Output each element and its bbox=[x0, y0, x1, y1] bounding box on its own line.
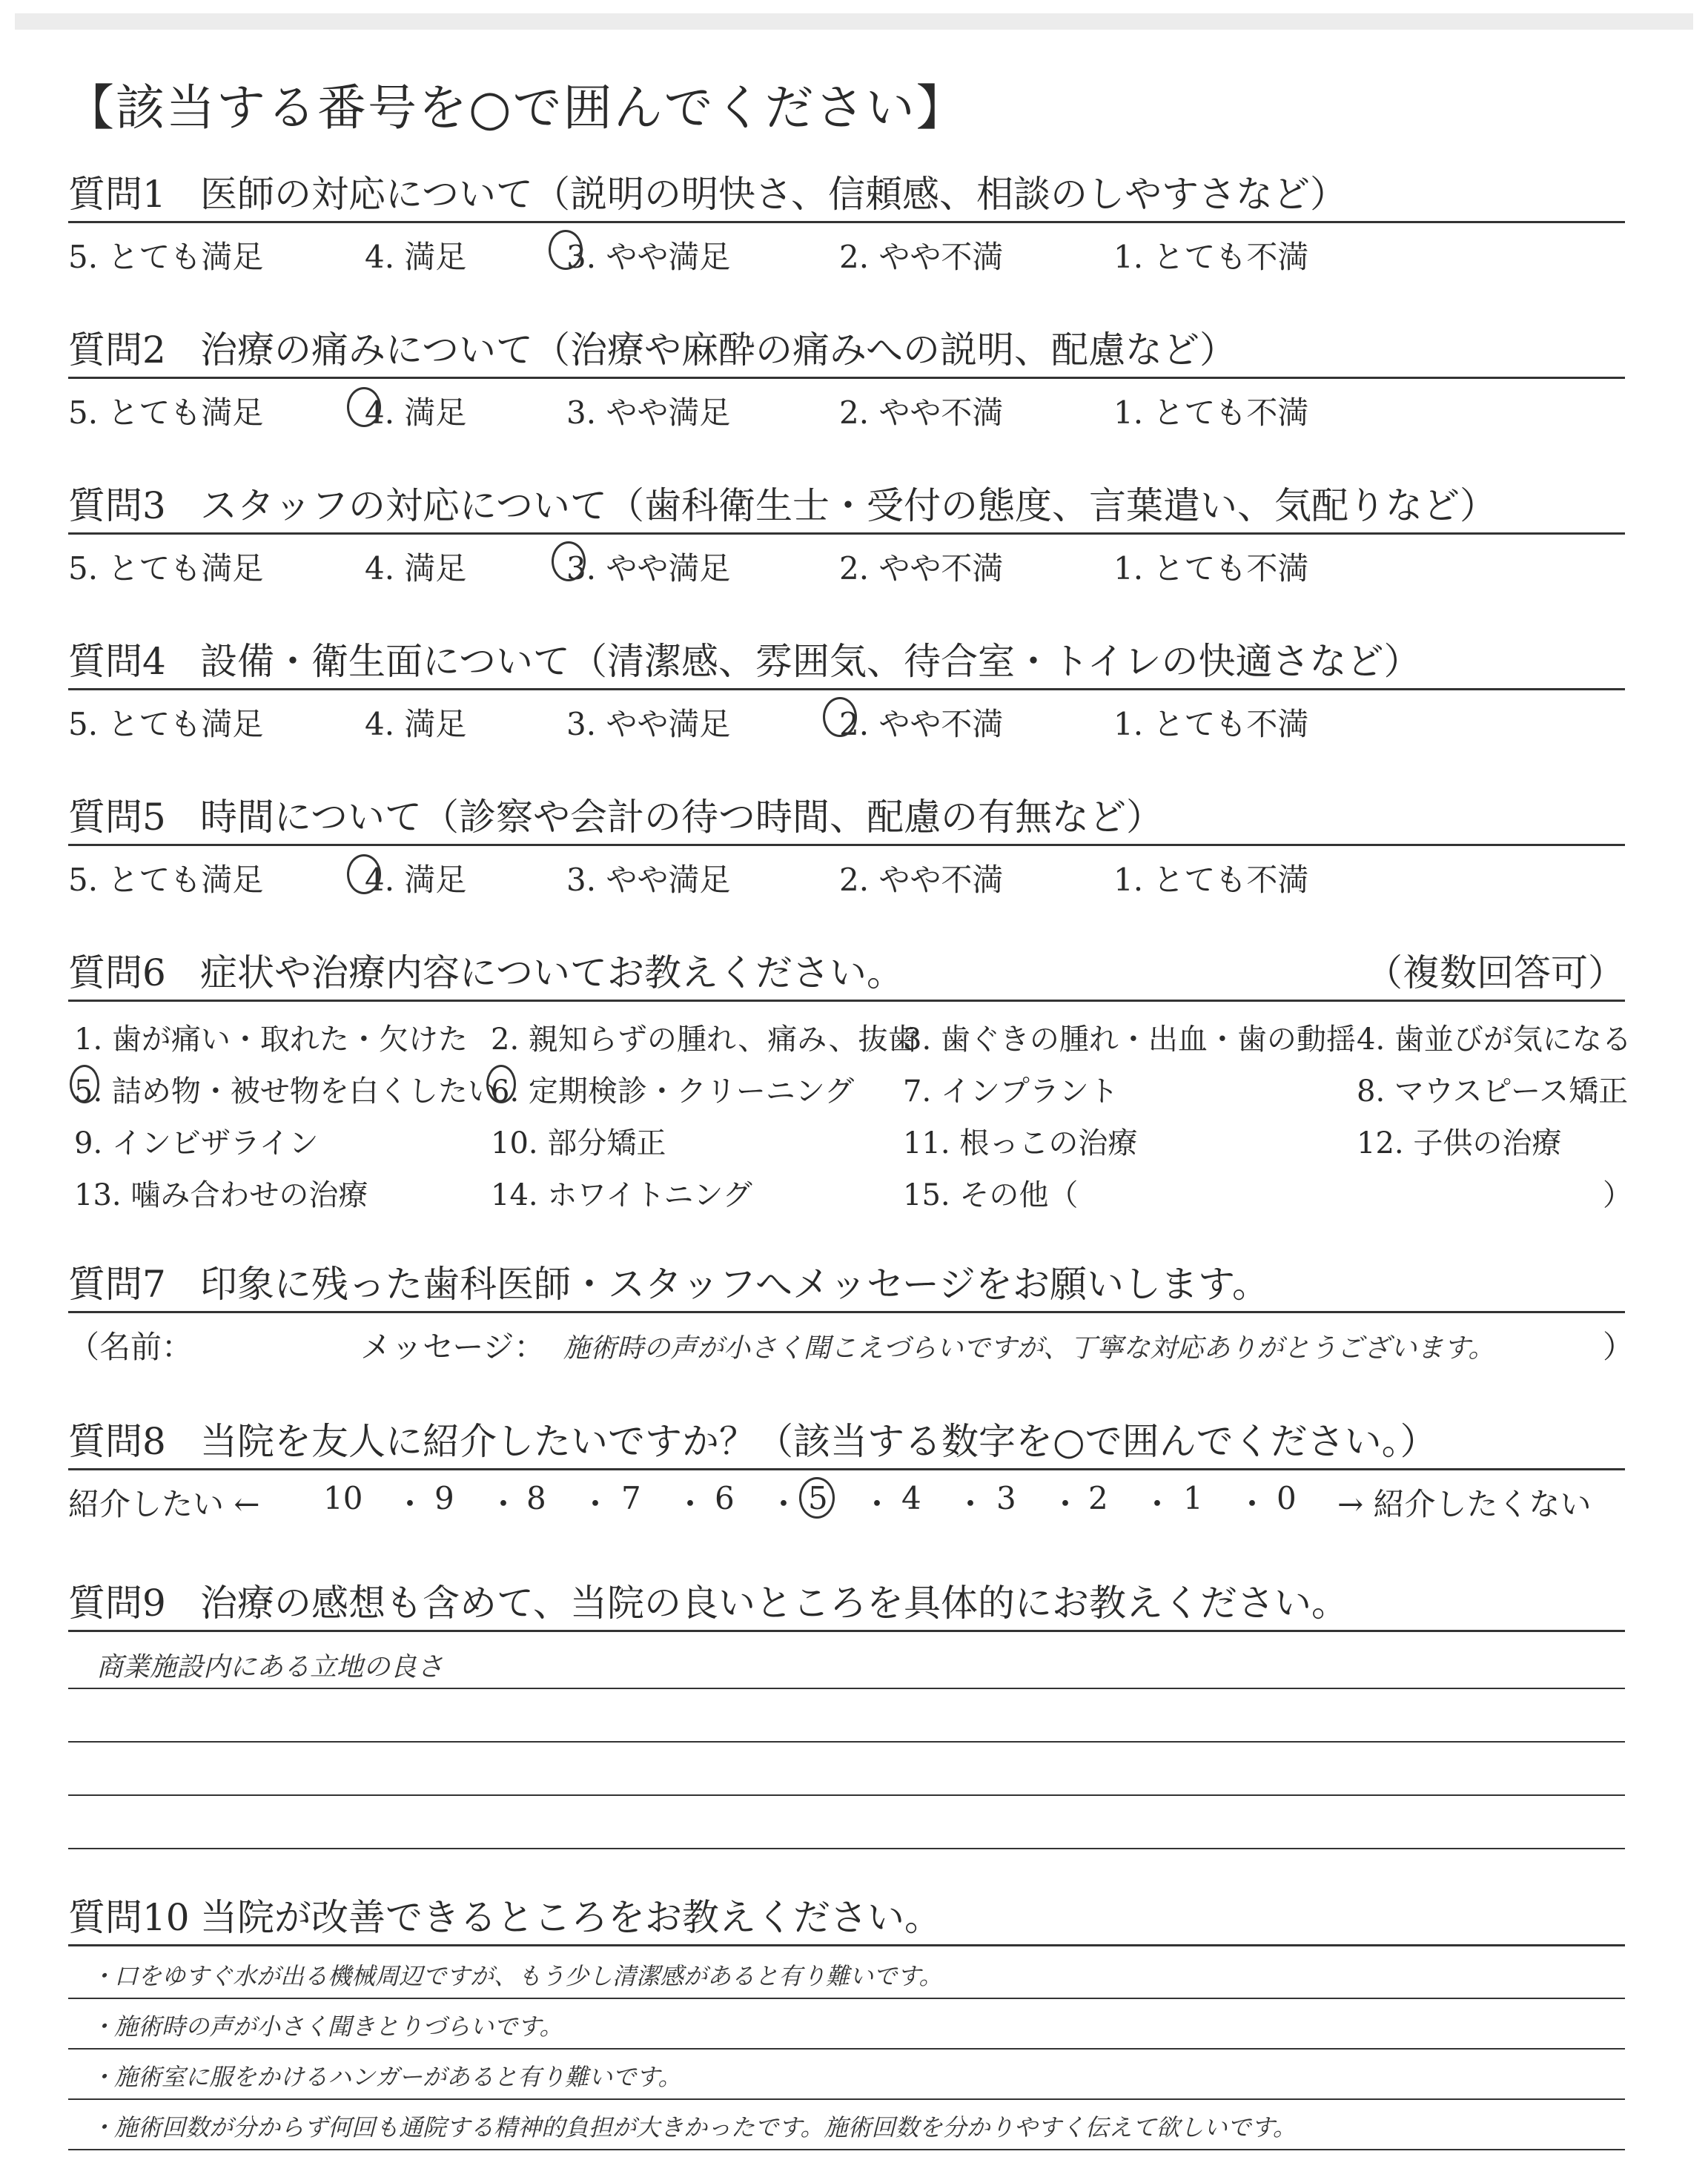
question-number: 質問1 bbox=[68, 173, 166, 216]
rating-option-3[interactable]: 3. やや満足 bbox=[566, 550, 731, 587]
selection-circle bbox=[823, 697, 857, 737]
rating-option-1[interactable]: 1. とても不満 bbox=[1113, 550, 1309, 587]
question-number: 質問10 bbox=[68, 1896, 190, 1939]
selection-circle bbox=[347, 854, 381, 894]
selection-circle bbox=[486, 1065, 516, 1103]
question-6 bbox=[68, 943, 1632, 1234]
selection-circle bbox=[70, 1065, 99, 1103]
answer-handwritten[interactable]: ・施術室に服をかけるハンガーがあると有り難いです。 bbox=[90, 2063, 682, 2091]
symptom-options bbox=[68, 1016, 1632, 1238]
question-text: 印象に残った歯科医師・スタッフへメッセージをお願いします。 bbox=[200, 1263, 1269, 1306]
answer-handwritten[interactable]: ・施術時の声が小さく聞きとりづらいです。 bbox=[90, 2012, 563, 2041]
rating-option-1[interactable]: 1. とても不満 bbox=[1113, 394, 1309, 431]
answer-handwritten[interactable]: 商業施設内にある立地の良さ bbox=[96, 1652, 444, 1682]
other-close-paren: ） bbox=[1603, 1178, 1632, 1212]
question-rule bbox=[68, 1630, 1625, 1632]
question-5 bbox=[68, 787, 1625, 922]
symptom-option-11[interactable]: 11. 根っこの治療 bbox=[903, 1126, 1138, 1160]
rating-options bbox=[68, 389, 1625, 455]
symptom-option-12[interactable]: 12. 子供の治療 bbox=[1357, 1126, 1562, 1160]
rating-option-4[interactable]: 4. 満足 bbox=[365, 862, 467, 898]
scale-value-4[interactable]: 4 bbox=[901, 1480, 921, 1516]
scale-value-5[interactable]: 5 bbox=[808, 1480, 828, 1516]
rating-option-3[interactable]: 3. やや満足 bbox=[566, 862, 731, 898]
message-handwritten[interactable]: 施術時の声が小さく聞こえづらいですが、丁寧な対応ありがとうございます。 bbox=[563, 1333, 1495, 1364]
symptom-option-15[interactable]: 15. その他（ bbox=[903, 1178, 1079, 1212]
rating-option-5[interactable]: 5. とても満足 bbox=[68, 394, 264, 431]
symptom-option-14[interactable]: 14. ホワイトニング bbox=[491, 1178, 752, 1212]
question-rule bbox=[68, 1468, 1625, 1470]
question-rule bbox=[68, 377, 1625, 379]
question-text: 治療の感想も含めて、当院の良いところを具体的にお教えください。 bbox=[200, 1582, 1348, 1625]
answer-handwritten[interactable]: ・施術回数が分からず何回も通院する精神的負担が大きかったです。施術回数を分かりやすく伝えて欲しいです。 bbox=[90, 2113, 1297, 2141]
selection-circle bbox=[799, 1477, 835, 1519]
rating-option-2[interactable]: 2. やや不満 bbox=[839, 394, 1004, 431]
symptom-option-13[interactable]: 13. 噛み合わせの治療 bbox=[74, 1178, 368, 1212]
symptom-option-8[interactable]: 8. マウスピース矯正 bbox=[1357, 1074, 1629, 1109]
answer-line bbox=[68, 2048, 1625, 2050]
scale-value-2[interactable]: 2 bbox=[1088, 1480, 1108, 1516]
symptom-option-2[interactable]: 2. 親知らずの腫れ、痛み、抜歯 bbox=[491, 1023, 918, 1057]
scale-value-8[interactable]: 8 bbox=[526, 1480, 546, 1516]
question-number: 質問8 bbox=[68, 1420, 166, 1463]
selection-circle bbox=[347, 387, 381, 427]
question-rule bbox=[68, 221, 1625, 223]
rating-options bbox=[68, 700, 1625, 767]
question-number: 質問3 bbox=[68, 484, 166, 527]
answer-line bbox=[68, 2149, 1625, 2150]
question-1 bbox=[68, 165, 1625, 300]
question-text: 設備・衛生面について（清潔感、雰囲気、待合室・トイレの快適さなど） bbox=[200, 640, 1421, 683]
rating-option-1[interactable]: 1. とても不満 bbox=[1113, 706, 1309, 742]
question-text: スタッフの対応について（歯科衛生士・受付の態度、言葉遣い、気配りなど） bbox=[200, 484, 1497, 527]
scale-value-7[interactable]: 7 bbox=[621, 1480, 641, 1516]
scale-value-6[interactable]: 6 bbox=[715, 1480, 735, 1516]
name-label: （名前： bbox=[68, 1329, 193, 1365]
multiple-answers-note: （複数回答可） bbox=[1366, 951, 1625, 994]
answer-line bbox=[68, 1741, 1625, 1743]
question-7 bbox=[68, 1255, 1635, 1390]
question-number: 質問7 bbox=[68, 1263, 166, 1306]
question-number: 質問5 bbox=[68, 796, 166, 839]
question-text: 症状や治療内容についてお教えください。 bbox=[200, 951, 904, 994]
scale-value-10[interactable]: 10 bbox=[323, 1480, 363, 1516]
message-close-paren: ） bbox=[1603, 1329, 1635, 1365]
symptom-option-1[interactable]: 1. 歯が痛い・取れた・欠けた bbox=[74, 1023, 468, 1057]
rating-option-2[interactable]: 2. やや不満 bbox=[839, 550, 1004, 587]
question-number: 質問6 bbox=[68, 951, 166, 994]
scale-value-3[interactable]: 3 bbox=[996, 1480, 1016, 1516]
question-rule bbox=[68, 688, 1625, 690]
rating-option-2[interactable]: 2. やや不満 bbox=[839, 862, 1004, 898]
symptom-option-7[interactable]: 7. インプラント bbox=[903, 1074, 1119, 1109]
scale-right-label: → 紹介したくない bbox=[1337, 1486, 1592, 1522]
rating-option-3[interactable]: 3. やや満足 bbox=[566, 394, 731, 431]
rating-options bbox=[68, 544, 1625, 611]
answer-handwritten[interactable]: ・口をゆすぐ水が出る機械周辺ですが、もう少し清潔感があると有り難いです。 bbox=[90, 1962, 943, 1990]
answer-line bbox=[68, 1794, 1625, 1796]
referral-scale: 紹介したい ← 10 ・ 9 ・ 8 ・ 7 ・ 6 ・ 5 ・ 4 ・ 3 ・ 2 ・ 1 ・ 0 → 紹介したくない bbox=[68, 1480, 1625, 1539]
question-text: 当院を友人に紹介したいですか？（該当する数字を○で囲んでください。） bbox=[200, 1420, 1437, 1463]
rating-option-5[interactable]: 5. とても満足 bbox=[68, 550, 264, 587]
rating-option-4[interactable]: 4. 満足 bbox=[365, 550, 467, 587]
question-number: 質問2 bbox=[68, 328, 166, 371]
rating-option-4[interactable]: 4. 満足 bbox=[365, 706, 467, 742]
rating-option-2[interactable]: 2. やや不満 bbox=[839, 239, 1004, 275]
rating-options bbox=[68, 856, 1625, 922]
rating-option-1[interactable]: 1. とても不満 bbox=[1113, 239, 1309, 275]
symptom-option-6[interactable]: 6. 定期検診・クリーニング bbox=[491, 1074, 855, 1109]
rating-options bbox=[68, 233, 1625, 300]
scale-value-9[interactable]: 9 bbox=[434, 1480, 454, 1516]
question-number: 質問4 bbox=[68, 640, 166, 683]
symptom-option-5[interactable]: 5. 詰め物・被せ物を白くしたい bbox=[74, 1074, 497, 1109]
question-9 bbox=[68, 1573, 1625, 1682]
question-rule bbox=[68, 1311, 1625, 1313]
rating-option-3[interactable]: 3. やや満足 bbox=[566, 239, 731, 275]
rating-option-1[interactable]: 1. とても不満 bbox=[1113, 862, 1309, 898]
message-label: メッセージ： bbox=[360, 1329, 546, 1365]
question-text: 治療の痛みについて（治療や麻酔の痛みへの説明、配慮など） bbox=[200, 328, 1237, 371]
question-3 bbox=[68, 476, 1625, 611]
question-rule bbox=[68, 844, 1625, 846]
answer-line bbox=[68, 2098, 1625, 2100]
question-text: 医師の対応について（説明の明快さ、信頼感、相談のしやすさなど） bbox=[200, 173, 1347, 216]
rating-option-4[interactable]: 4. 満足 bbox=[365, 394, 467, 431]
scale-value-1[interactable]: 1 bbox=[1183, 1480, 1203, 1516]
message-row bbox=[68, 1323, 1635, 1390]
answer-line bbox=[68, 1848, 1625, 1849]
question-8 bbox=[68, 1412, 1625, 1539]
question-10 bbox=[68, 1888, 1625, 2141]
scale-value-0[interactable]: 0 bbox=[1277, 1480, 1297, 1516]
rating-option-3[interactable]: 3. やや満足 bbox=[566, 706, 731, 742]
rating-option-2[interactable]: 2. やや不満 bbox=[839, 706, 1004, 742]
rating-option-5[interactable]: 5. とても満足 bbox=[68, 862, 264, 898]
selection-circle bbox=[549, 230, 583, 270]
rating-option-5[interactable]: 5. とても満足 bbox=[68, 239, 264, 275]
scale-left-label: 紹介したい ← bbox=[68, 1486, 260, 1522]
symptom-option-10[interactable]: 10. 部分矯正 bbox=[491, 1126, 666, 1160]
question-text: 時間について（診察や会計の待つ時間、配慮の有無など） bbox=[200, 796, 1163, 839]
symptom-option-3[interactable]: 3. 歯ぐきの腫れ・出血・歯の動揺 bbox=[903, 1023, 1356, 1057]
rating-option-4[interactable]: 4. 満足 bbox=[365, 239, 467, 275]
question-4 bbox=[68, 632, 1625, 767]
question-rule bbox=[68, 1944, 1625, 1946]
selection-circle bbox=[552, 541, 586, 581]
answer-line bbox=[68, 1688, 1625, 1689]
top-strip bbox=[15, 13, 1693, 30]
rating-option-5[interactable]: 5. とても満足 bbox=[68, 706, 264, 742]
question-rule bbox=[68, 532, 1625, 535]
question-2 bbox=[68, 320, 1625, 455]
symptom-option-4[interactable]: 4. 歯並びが気になる bbox=[1357, 1023, 1632, 1057]
question-text: 当院が改善できるところをお教えください。 bbox=[200, 1896, 941, 1939]
survey-heading: 【該当する番号を○で囲んでください】 bbox=[65, 79, 967, 136]
answer-line bbox=[68, 1998, 1625, 1999]
question-rule bbox=[68, 1000, 1625, 1002]
symptom-option-9[interactable]: 9. インビザライン bbox=[74, 1126, 319, 1160]
question-number: 質問9 bbox=[68, 1582, 166, 1625]
